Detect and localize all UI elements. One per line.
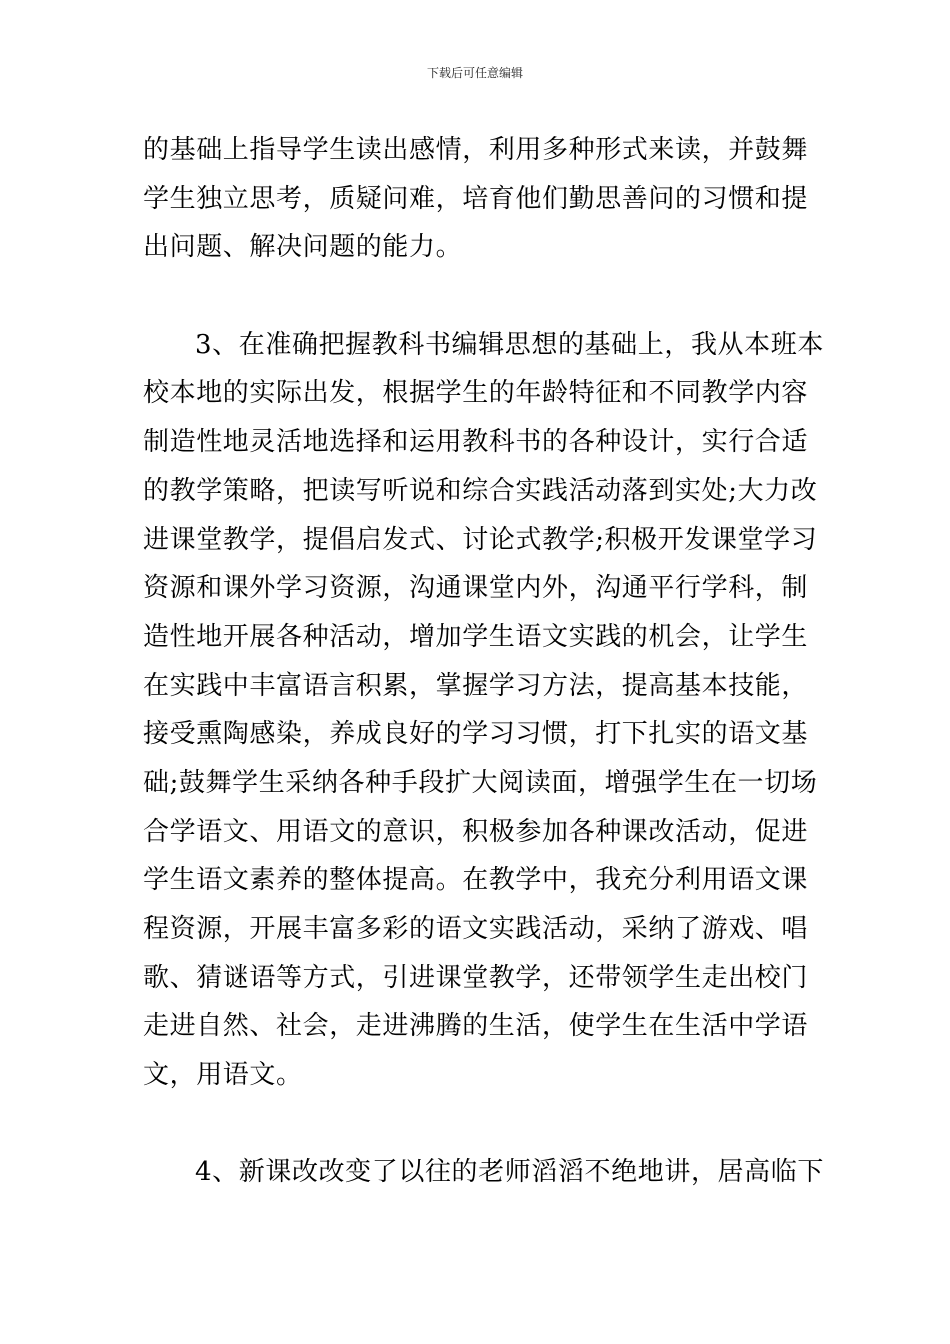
text-line: 文，用语文。 — [143, 1060, 303, 1091]
text-line: 学生独立思考，质疑问难，培育他们勤思善问的习惯和提 — [143, 183, 809, 214]
text-line: 学生语文素养的整体提高。在教学中，我充分利用语文课 — [143, 865, 809, 896]
text-line: 在实践中丰富语言积累，掌握学习方法，提高基本技能， — [143, 670, 809, 701]
text-line: 歌、猜谜语等方式，引进课堂教学，还带领学生走出校门 — [143, 962, 809, 993]
document-body — [143, 126, 824, 1197]
text-line: 程资源，开展丰富多彩的语文实践活动，采纳了游戏、唱 — [143, 914, 809, 944]
paragraph-item-3 — [143, 321, 824, 1100]
text-line: 4、新课改改变了以往的老师滔滔不绝地讲，居高临下 — [195, 1157, 824, 1188]
paragraph-item-4 — [143, 1148, 824, 1197]
text-line: 走进自然、社会，走进沸腾的生活，使学生在生活中学语 — [143, 1011, 809, 1042]
text-line: 接受熏陶感染，养成良好的学习习惯，打下扎实的语文基 — [143, 719, 809, 750]
text-line: 础;鼓舞学生采纳各种手段扩大阅读面，增强学生在一切场 — [143, 767, 818, 798]
paragraph-continuation — [143, 126, 808, 272]
paragraph-gap — [143, 1100, 808, 1149]
text-line: 合学语文、用语文的意识，积极参加各种课改活动，促进 — [143, 816, 809, 847]
text-line: 造性地开展各种活动，增加学生语文实践的机会，让学生 — [143, 621, 809, 652]
text-line: 3、在准确把握教科书编辑思想的基础上，我从本班本 — [195, 329, 824, 360]
text-line: 校本地的实际出发，根据学生的年龄特征和不同教学内容 — [143, 378, 809, 409]
page-header: 下载后可任意编辑 — [426, 66, 523, 80]
paragraph-gap — [143, 272, 808, 321]
text-line: 进课堂教学，提倡启发式、讨论式教学;积极开发课堂学习 — [143, 524, 818, 555]
text-line: 的基础上指导学生读出感情，利用多种形式来读，并鼓舞 — [143, 135, 809, 165]
text-line: 出问题、解决问题的能力。 — [143, 232, 463, 263]
text-line: 制造性地灵活地选择和运用教科书的各种设计，实行合适 — [143, 427, 809, 458]
text-line: 的教学策略，把读写听说和综合实践活动落到实处;大力改 — [143, 475, 818, 506]
text-line: 资源和课外学习资源，沟通课堂内外，沟通平行学科，制 — [143, 573, 809, 604]
